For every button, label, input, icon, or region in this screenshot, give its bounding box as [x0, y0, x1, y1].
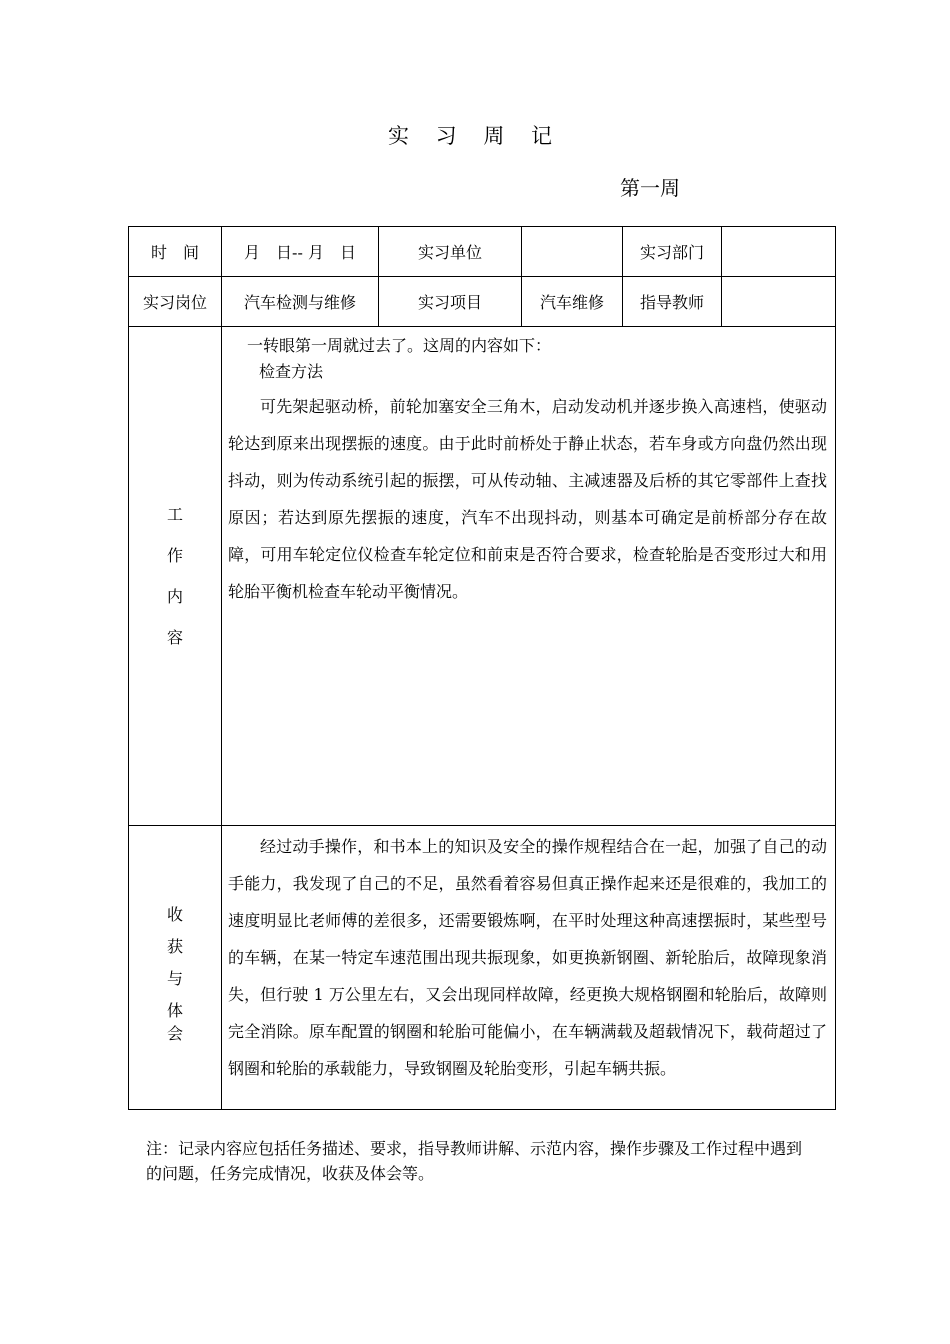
footnote: 注：记录内容应包括任务描述、要求，指导教师讲解、示范内容，操作步骤及工作过程中遇到的问题，任务完成情况，收获及体会等。 — [146, 1139, 803, 1183]
work-paragraph: 可先架起驱动桥，前轮加塞安全三角木，启动发动机并逐步换入高速档，使驱动轮达到原来出现摆振的速度。由于此时前桥处于静止状态，若车身或方向盘仍然出现抖动，则为传动系统引起的振摆，可从传动轴、主减速器及后桥的其它零部件上查找原因；若达到原先摆振的速度，汽车不出现抖动，则基本可确定是前桥部分存在故障，可用车轮定位仪检查车轮定位和前束是否符合要求，检查轮胎是否变形过大和用轮胎平衡机检查车轮动平衡情况。 — [228, 397, 827, 601]
work-label-char: 容 — [166, 627, 183, 647]
gains-paragraph: 经过动手操作，和书本上的知识及安全的操作规程结合在一起，加强了自己的动手能力，我发现了自己的不足，虽然看着容易但真正操作起来还是很难的，我加工的速度明显比老师傅的差很多，还需要锻炼啊，在平时处理这种高速摆振时，某些型号的车辆，在某一特定车速范围出现共振现象，如更换新钢圈、新轮胎后，故障现象消失，但行驶 1 万公里左右，又会出现同样故障，经更换大规格钢圈和轮胎后，故障则完全消除。原车配置的钢圈和轮胎可能偏小，在车辆满载及超载情况下，载荷超过了钢圈和轮胎的承载能力，导致钢圈及轮胎变形，引起车辆共振。 — [228, 837, 827, 1078]
gains-label — [129, 826, 222, 1110]
gains-label-char: 与 — [166, 969, 183, 988]
project-value: 汽车维修 — [522, 277, 623, 327]
dept-label: 实习部门 — [623, 227, 722, 277]
work-content-row — [129, 327, 836, 826]
project-label: 实习项目 — [379, 277, 522, 327]
journal-table — [128, 226, 836, 1110]
position-value: 汽车检测与维修 — [222, 277, 379, 327]
dept-value — [722, 227, 836, 277]
gains-label-char: 获 — [166, 937, 183, 956]
work-method-heading: 检查方法 — [259, 362, 324, 381]
gains-label-char: 会 — [166, 1024, 183, 1043]
gains-label-char: 收 — [166, 905, 183, 924]
teacher-label: 指导教师 — [623, 277, 722, 327]
date-range-value: 月 日-- 月 日 — [222, 227, 379, 277]
position-label: 实习岗位 — [129, 277, 222, 327]
header-row-time — [129, 227, 836, 277]
document-title: 实 习 周 记 — [387, 124, 563, 148]
unit-label: 实习单位 — [379, 227, 522, 277]
gains-body — [222, 826, 836, 1110]
teacher-value — [722, 277, 836, 327]
gains-row — [129, 826, 836, 1110]
work-intro: 一转眼第一周就过去了。这周的内容如下： — [247, 336, 552, 355]
work-content-body — [222, 327, 836, 826]
work-label-char: 作 — [166, 545, 183, 565]
unit-value — [522, 227, 623, 277]
header-row-position — [129, 277, 836, 327]
gains-label-char: 体 — [166, 1001, 183, 1020]
week-label: 第一周 — [620, 176, 680, 200]
time-label: 时 间 — [129, 227, 222, 277]
work-label-char: 工 — [166, 504, 183, 524]
work-label-char: 内 — [166, 586, 183, 606]
work-content-label — [129, 327, 222, 826]
